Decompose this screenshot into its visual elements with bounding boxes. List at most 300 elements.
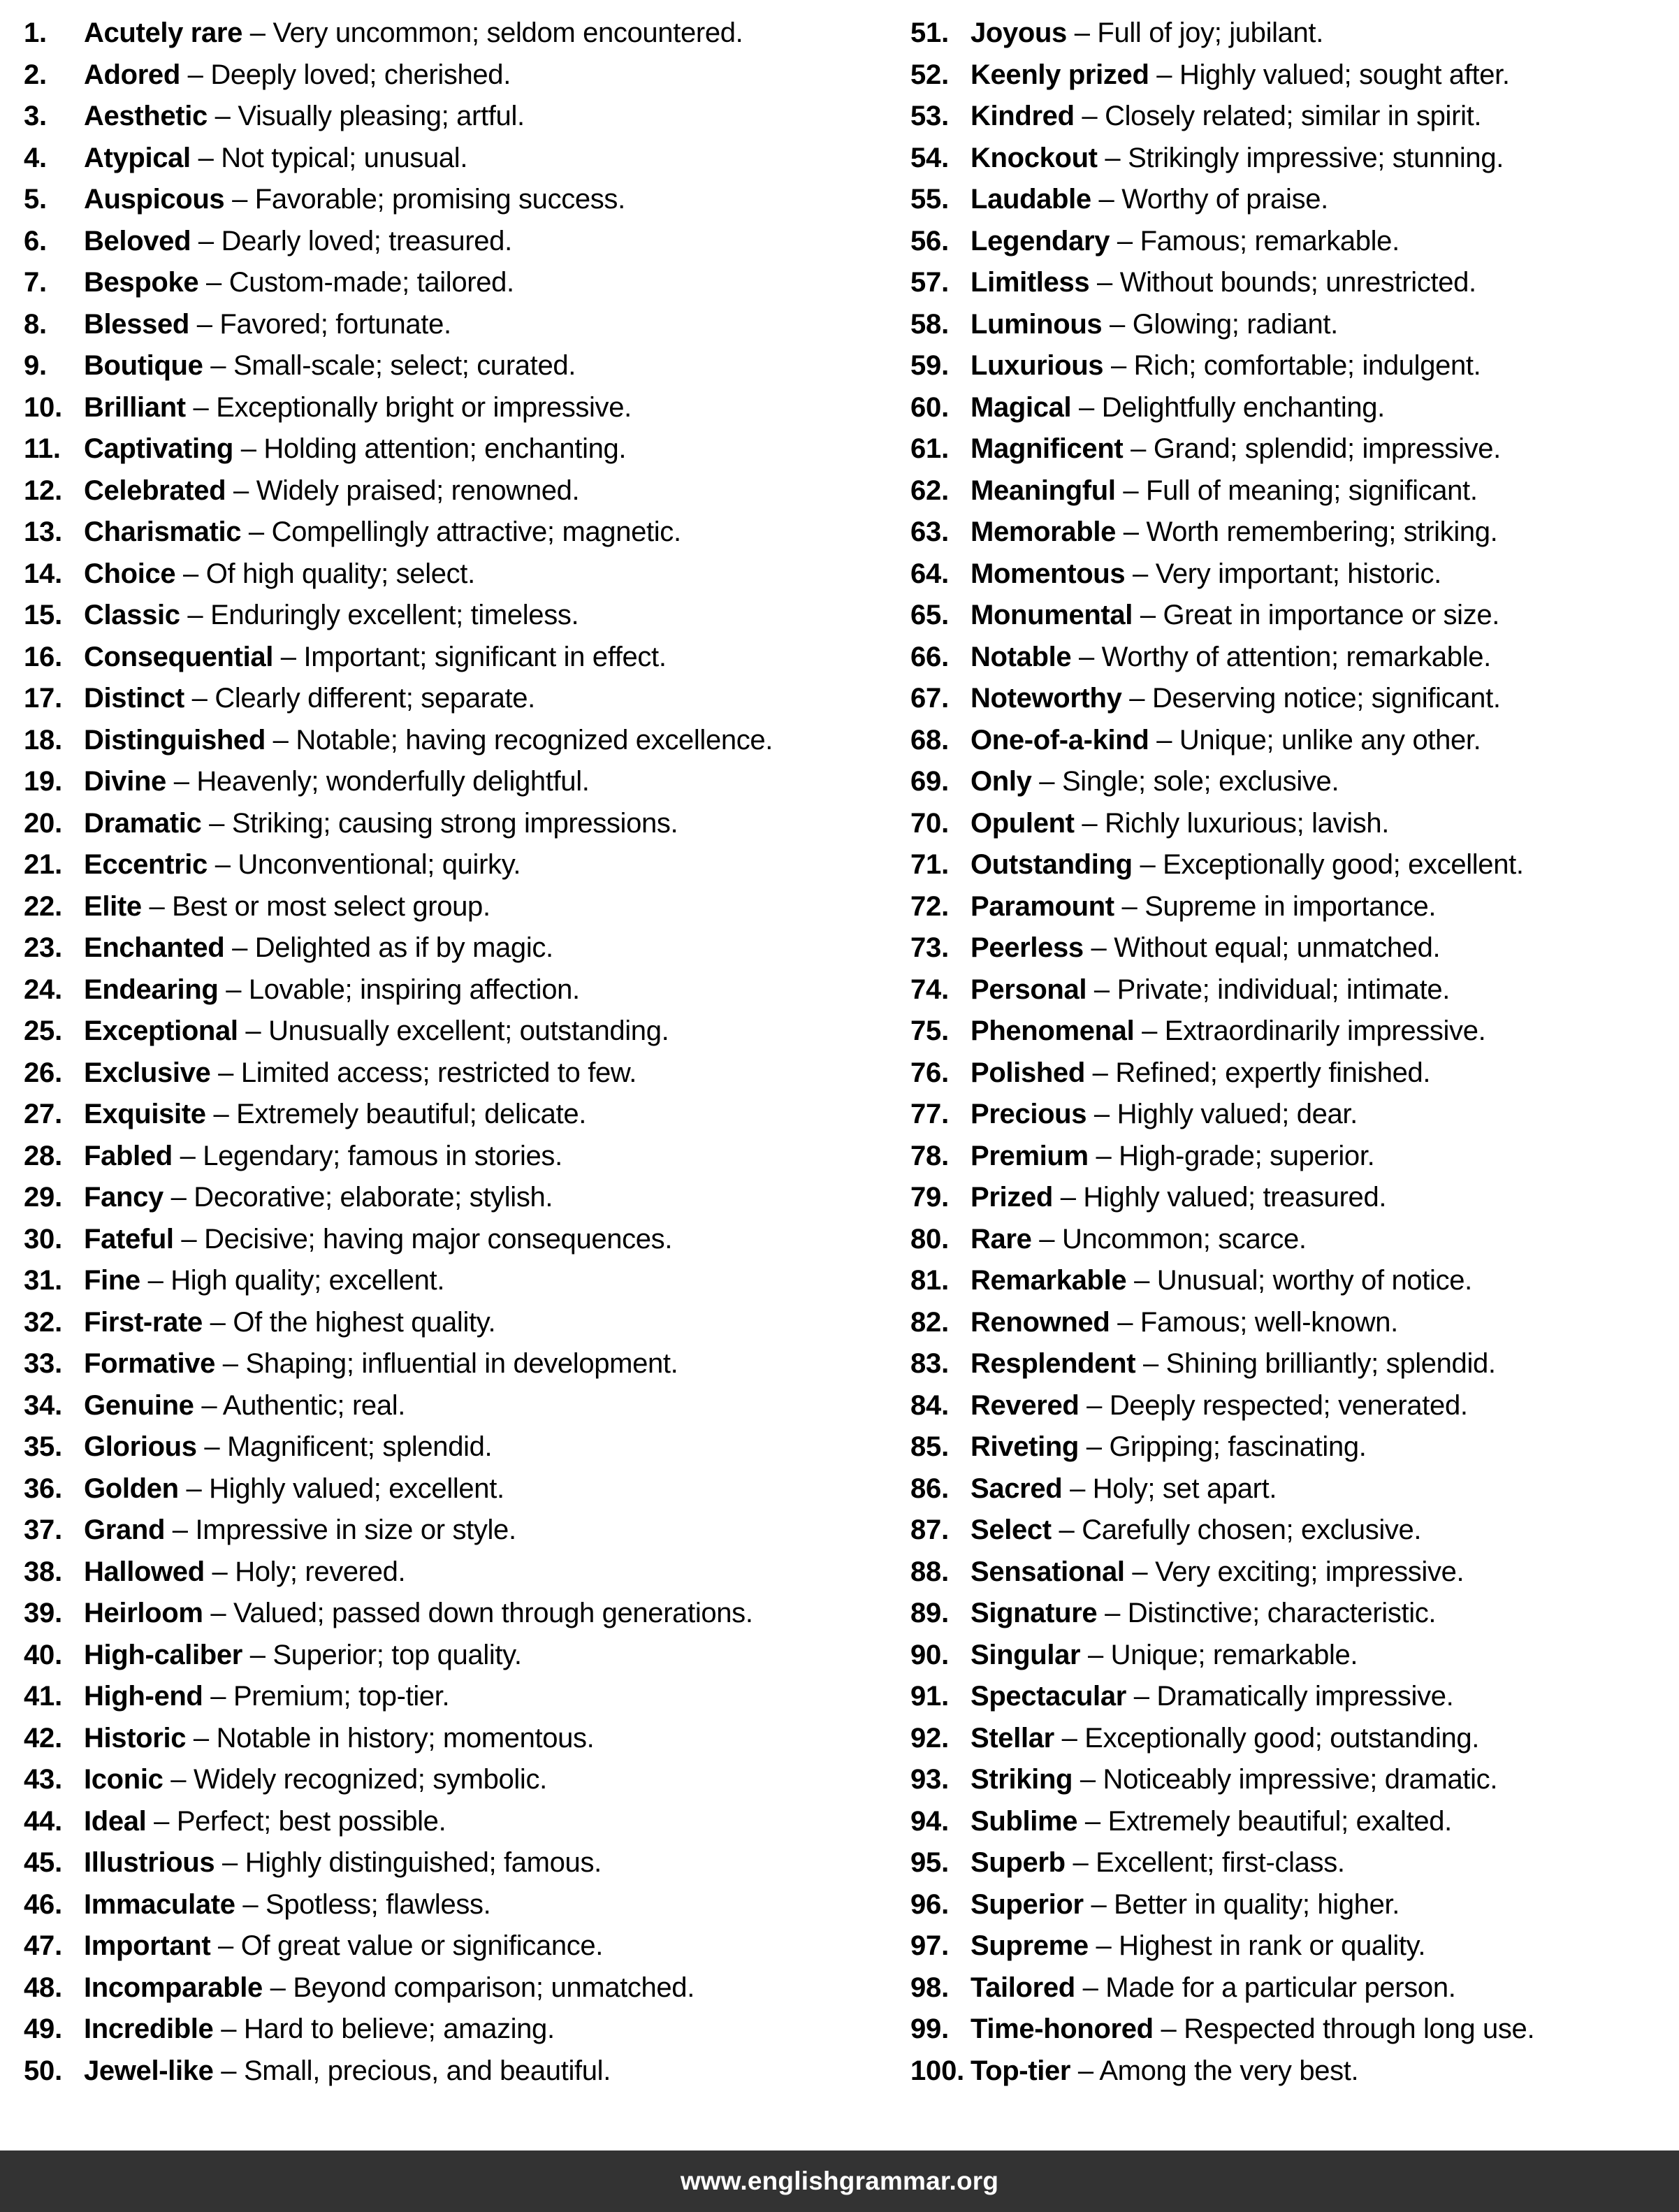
list-item-separator: – — [1124, 1556, 1156, 1587]
list-item-term: Luxurious — [971, 350, 1104, 381]
list-item-term: Top-tier — [971, 2055, 1071, 2086]
list-item — [910, 221, 1675, 263]
list-item-number: 21. — [24, 849, 63, 880]
list-item-term: Notable — [971, 641, 1072, 672]
list-item-term: Prized — [971, 1182, 1053, 1213]
list-item-number: 98. — [910, 1972, 950, 2003]
list-item — [910, 1302, 1675, 1344]
list-item-number: 54. — [910, 142, 950, 173]
list-item — [24, 927, 894, 969]
list-item-term: Limitless — [971, 267, 1090, 298]
list-item-definition: Extremely beautiful; exalted. — [1107, 1805, 1452, 1837]
list-item-separator: – — [186, 1722, 217, 1754]
list-item-definition: Notable in history; momentous. — [216, 1722, 595, 1754]
list-item-body — [971, 554, 1675, 595]
list-item-definition: Delighted as if by magic. — [254, 932, 553, 963]
list-item-definition: Rich; comfortable; indulgent. — [1133, 350, 1481, 381]
list-item-separator: – — [203, 1681, 233, 1712]
list-item-number: 56. — [910, 225, 950, 256]
list-item-definition: Shaping; influential in development. — [245, 1348, 678, 1379]
list-item-number: 77. — [910, 1099, 950, 1129]
list-item-term: Fancy — [84, 1182, 163, 1213]
list-item-definition: Famous; remarkable. — [1140, 225, 1400, 256]
list-item-term: Magnificent — [971, 433, 1124, 464]
list-item — [910, 1385, 1675, 1427]
list-item-number: 84. — [910, 1389, 950, 1421]
list-item-term: Exceptional — [84, 1015, 238, 1046]
list-item-separator: – — [203, 350, 233, 381]
list-item-body — [84, 512, 894, 554]
list-item-definition: Deeply loved; cherished. — [210, 59, 511, 90]
list-item-term: High-end — [84, 1681, 203, 1712]
list-item-body — [84, 595, 894, 637]
list-item-definition: Supreme in importance. — [1144, 890, 1437, 922]
list-item-separator: – — [1077, 1805, 1108, 1837]
list-item-body — [971, 1510, 1675, 1552]
list-item-body — [84, 179, 894, 221]
list-item-separator: – — [1126, 1681, 1157, 1712]
list-item-number: 42. — [24, 1722, 63, 1754]
list-item-separator: – — [242, 17, 273, 48]
list-item-term: Dramatic — [84, 807, 202, 839]
list-item-definition: Spotless; flawless. — [266, 1888, 491, 1920]
list-item-term: Sublime — [971, 1805, 1078, 1837]
list-item-term: Superior — [971, 1888, 1084, 1920]
list-item-separator: – — [1115, 475, 1147, 506]
list-item-term: Laudable — [971, 184, 1091, 215]
list-item-separator: – — [224, 932, 255, 963]
list-item-term: Incredible — [84, 2014, 214, 2044]
list-item-separator: – — [1132, 849, 1163, 880]
list-item-separator: – — [1070, 2055, 1100, 2086]
list-item — [24, 1177, 894, 1219]
list-item — [24, 969, 894, 1011]
list-item-body — [84, 55, 894, 96]
list-item-definition: Visually pleasing; artful. — [238, 101, 525, 131]
list-item-body — [971, 1302, 1675, 1344]
list-item-definition: Worthy of praise. — [1121, 184, 1328, 215]
list-item-separator: – — [1054, 1722, 1085, 1754]
list-item-number: 38. — [24, 1556, 63, 1587]
list-item-separator: – — [1088, 1930, 1119, 1961]
list-item — [910, 969, 1675, 1011]
list-item-separator: – — [242, 1639, 273, 1670]
list-item-term: Auspicous — [84, 184, 225, 215]
list-item-number: 65. — [910, 600, 950, 630]
list-item-number: 45. — [24, 1847, 63, 1878]
list-item-term: Stellar — [971, 1722, 1054, 1754]
list-item-definition: Extremely beautiful; delicate. — [236, 1099, 586, 1129]
list-item-term: Jewel-like — [84, 2055, 214, 2086]
list-item-body — [971, 262, 1675, 304]
list-item-separator: – — [146, 1805, 177, 1837]
list-item-definition: Closely related; similar in spirit. — [1105, 101, 1482, 131]
list-item-definition: Decorative; elaborate; stylish. — [194, 1182, 553, 1213]
list-item — [910, 1884, 1675, 1926]
list-item — [910, 304, 1675, 346]
list-item-body — [84, 96, 894, 138]
list-item-number: 75. — [910, 1015, 950, 1046]
list-item-definition: Highly valued; dear. — [1117, 1099, 1358, 1129]
list-item-body — [971, 1385, 1675, 1427]
list-item-body — [971, 1842, 1675, 1884]
list-item-term: Exquisite — [84, 1099, 206, 1129]
list-item-separator: – — [1031, 1223, 1062, 1255]
list-item-separator: – — [1091, 184, 1122, 215]
right-column — [898, 13, 1679, 2092]
list-item — [24, 844, 894, 886]
list-item-separator: – — [1031, 766, 1062, 797]
list-item-body — [971, 2009, 1675, 2051]
list-item-term: Outstanding — [971, 849, 1133, 880]
list-item-definition: Not typical; unusual. — [221, 142, 468, 173]
list-item-definition: Extraordinarily impressive. — [1164, 1015, 1486, 1046]
list-item-term: Phenomenal — [971, 1015, 1135, 1046]
list-item-term: Knockout — [971, 142, 1098, 173]
list-item-definition: Hard to believe; amazing. — [243, 2014, 555, 2044]
list-item-term: Beloved — [84, 225, 191, 256]
list-item-number: 48. — [24, 1972, 63, 2003]
list-item-number: 67. — [910, 683, 950, 714]
list-item — [910, 262, 1675, 304]
list-item — [910, 387, 1675, 429]
list-item-definition: Very exciting; impressive. — [1155, 1556, 1464, 1587]
list-item-number: 44. — [24, 1805, 63, 1837]
list-item-separator: – — [1071, 641, 1102, 672]
list-item-definition: Strikingly impressive; stunning. — [1128, 142, 1504, 173]
list-item-definition: Deeply respected; venerated. — [1109, 1389, 1468, 1421]
list-item-definition: Limited access; restricted to few. — [240, 1057, 637, 1088]
list-item-term: Divine — [84, 766, 166, 797]
list-item-number: 4. — [24, 142, 47, 173]
list-item-definition: Best or most select group. — [172, 890, 490, 922]
list-item-body — [971, 1177, 1675, 1219]
list-item-number: 27. — [24, 1099, 63, 1129]
list-item-number: 58. — [910, 308, 950, 340]
list-item-body — [971, 886, 1675, 928]
list-item-term: Aesthetic — [84, 101, 208, 131]
list-item-definition: Holy; revered. — [235, 1556, 406, 1587]
list-item-body — [84, 1593, 894, 1635]
list-item-number: 43. — [24, 1764, 63, 1795]
list-item-definition: Gripping; fascinating. — [1109, 1431, 1367, 1462]
list-item-definition: Important; significant in effect. — [303, 641, 667, 672]
list-item-body — [971, 761, 1675, 803]
list-item-number: 92. — [910, 1722, 950, 1754]
list-item-term: Paramount — [971, 890, 1114, 922]
list-item-separator: – — [1052, 1182, 1084, 1213]
list-item-separator: – — [1133, 600, 1163, 630]
list-item-term: Important — [84, 1930, 211, 1961]
list-item-separator: – — [224, 184, 255, 215]
list-item-term: Polished — [971, 1057, 1085, 1088]
list-item-separator: – — [1089, 267, 1120, 298]
list-item-body — [971, 637, 1675, 679]
list-item-body — [971, 803, 1675, 845]
list-item-definition: Favorable; promising success. — [254, 184, 625, 215]
list-item-separator: – — [1097, 142, 1128, 173]
list-item-separator: – — [191, 225, 221, 256]
list-item-body — [84, 761, 894, 803]
list-item-body — [84, 1053, 894, 1094]
list-item — [24, 55, 894, 96]
list-item-separator: – — [207, 849, 238, 880]
list-item-term: Select — [971, 1515, 1052, 1545]
list-item-separator: – — [1071, 391, 1102, 423]
list-item-separator: – — [196, 1431, 228, 1462]
list-item — [910, 678, 1675, 720]
list-item-body — [971, 969, 1675, 1011]
list-item — [24, 2051, 894, 2092]
list-item-number: 85. — [910, 1431, 950, 1462]
list-item-body — [84, 637, 894, 679]
list-item — [910, 96, 1675, 138]
list-item — [910, 1260, 1675, 1302]
list-item-body — [971, 1468, 1675, 1510]
list-item-number: 73. — [910, 932, 950, 963]
list-item-term: First-rate — [84, 1306, 203, 1338]
list-item-body — [971, 512, 1675, 554]
list-item-number: 41. — [24, 1681, 63, 1712]
list-item-definition: Highly valued; sought after. — [1179, 59, 1510, 90]
list-item-term: Memorable — [971, 516, 1117, 547]
list-item-term: Captivating — [84, 433, 233, 464]
list-item-number: 34. — [24, 1389, 63, 1421]
list-item-body — [971, 55, 1675, 96]
list-item-term: Illustrious — [84, 1847, 215, 1878]
list-item — [910, 1925, 1675, 1967]
word-list-left — [24, 13, 894, 2092]
list-item-separator: – — [1083, 932, 1114, 963]
list-item-number: 99. — [910, 2014, 950, 2044]
list-item — [910, 1801, 1675, 1843]
list-item-term: Renowned — [971, 1306, 1110, 1338]
list-item-number: 29. — [24, 1182, 63, 1213]
list-item-number: 7. — [24, 267, 47, 298]
list-item-body — [971, 138, 1675, 180]
list-item-number: 53. — [910, 101, 950, 131]
list-item — [24, 1967, 894, 2009]
list-item-separator: – — [1086, 1099, 1117, 1129]
list-item-body — [84, 1635, 894, 1677]
list-item-body — [971, 595, 1675, 637]
list-item-definition: Enduringly excellent; timeless. — [210, 600, 579, 630]
list-item-number: 26. — [24, 1057, 63, 1088]
list-item — [24, 1842, 894, 1884]
list-item-definition: Magnificent; splendid. — [227, 1431, 493, 1462]
list-item-term: Keenly prized — [971, 59, 1149, 90]
list-item — [910, 55, 1675, 96]
list-item-separator: – — [1110, 225, 1140, 256]
list-item-body — [84, 470, 894, 512]
list-item-body — [971, 345, 1675, 387]
list-item-term: Luminous — [971, 308, 1103, 340]
list-item-definition: Clearly different; separate. — [215, 683, 535, 714]
list-item-term: Tailored — [971, 1972, 1075, 2003]
list-item-number: 22. — [24, 890, 63, 922]
list-item-number: 32. — [24, 1306, 63, 1338]
list-item-number: 89. — [910, 1598, 950, 1628]
list-item — [910, 1136, 1675, 1178]
list-item-separator: – — [1065, 1847, 1096, 1878]
list-item-separator: – — [189, 308, 220, 340]
list-item-number: 20. — [24, 807, 63, 839]
list-item-number: 81. — [910, 1265, 950, 1296]
list-item — [910, 470, 1675, 512]
list-item — [910, 13, 1675, 55]
list-item-definition: Unique; remarkable. — [1110, 1639, 1358, 1670]
list-item-number: 40. — [24, 1639, 63, 1670]
list-item-separator: – — [201, 807, 232, 839]
list-item-definition: Distinctive; characteristic. — [1127, 1598, 1437, 1628]
list-item-body — [84, 1302, 894, 1344]
list-item-body — [84, 927, 894, 969]
list-item-definition: Very important; historic. — [1155, 558, 1441, 589]
list-item — [910, 2009, 1675, 2051]
list-item-body — [971, 2051, 1675, 2092]
list-item-number: 14. — [24, 558, 63, 589]
list-item-body — [971, 1635, 1675, 1677]
list-item-term: Genuine — [84, 1389, 194, 1421]
list-item-number: 25. — [24, 1015, 63, 1046]
list-item — [910, 554, 1675, 595]
website-url[interactable]: www.englishgrammar.org — [680, 2167, 999, 2195]
list-item-definition: Private; individual; intimate. — [1117, 974, 1451, 1005]
list-item-separator: – — [1066, 17, 1098, 48]
list-item-separator: – — [198, 267, 229, 298]
list-item-definition: Notable; having recognized excellence. — [296, 724, 773, 756]
list-item-body — [971, 678, 1675, 720]
list-item-separator: – — [1074, 807, 1105, 839]
list-item-separator: – — [163, 1764, 194, 1795]
list-item — [910, 345, 1675, 387]
list-item-body — [84, 1884, 894, 1926]
list-item-body — [84, 138, 894, 180]
list-item-number: 16. — [24, 641, 63, 672]
list-item-term: Singular — [971, 1639, 1081, 1670]
list-item — [24, 1468, 894, 1510]
list-item-body — [971, 1094, 1675, 1136]
list-item-body — [84, 1011, 894, 1053]
list-item-number: 74. — [910, 974, 950, 1005]
list-item-separator: – — [1126, 1265, 1157, 1296]
list-item — [910, 1426, 1675, 1468]
list-item — [910, 1011, 1675, 1053]
list-item — [24, 1884, 894, 1926]
list-item-term: Distinguished — [84, 724, 266, 756]
list-item-separator: – — [262, 1972, 293, 2003]
list-item-body — [971, 1219, 1675, 1261]
list-item-definition: Richly luxurious; lavish. — [1105, 807, 1390, 839]
list-item — [24, 1635, 894, 1677]
list-item-number: 24. — [24, 974, 63, 1005]
list-item-term: Historic — [84, 1722, 187, 1754]
list-item — [24, 637, 894, 679]
list-item-body — [971, 179, 1675, 221]
list-item-separator: – — [233, 433, 264, 464]
list-item — [910, 1219, 1675, 1261]
list-item — [24, 1718, 894, 1760]
list-item-number: 19. — [24, 766, 63, 797]
list-item — [910, 886, 1675, 928]
list-item-number: 66. — [910, 641, 950, 672]
list-item-definition: Full of meaning; significant. — [1146, 475, 1478, 506]
list-item — [24, 1302, 894, 1344]
list-item-separator: – — [1062, 1473, 1093, 1504]
list-item-term: Heirloom — [84, 1598, 203, 1628]
list-item-number: 69. — [910, 766, 950, 797]
list-item-term: Enchanted — [84, 932, 225, 963]
list-item-definition: Highly valued; treasured. — [1083, 1182, 1387, 1213]
list-item-body — [84, 1718, 894, 1760]
list-item-body — [84, 1177, 894, 1219]
list-item-definition: Striking; causing strong impressions. — [231, 807, 678, 839]
list-item-body — [84, 1801, 894, 1843]
list-item-definition: Unusual; worthy of notice. — [1156, 1265, 1472, 1296]
list-item-separator: – — [1079, 1389, 1110, 1421]
list-item-body — [84, 803, 894, 845]
list-item-number: 87. — [910, 1515, 950, 1545]
list-item-body — [971, 1260, 1675, 1302]
list-item-body — [971, 927, 1675, 969]
list-item — [24, 345, 894, 387]
list-item-definition: Highly distinguished; famous. — [245, 1847, 602, 1878]
list-item-definition: Exceptionally good; excellent. — [1163, 849, 1524, 880]
list-item-separator: – — [213, 2055, 244, 2086]
list-item-number: 59. — [910, 350, 950, 381]
list-item — [910, 1593, 1675, 1635]
list-item-separator: – — [166, 766, 197, 797]
list-item-separator: – — [180, 600, 211, 630]
list-item-separator: – — [194, 1389, 223, 1421]
list-item-body — [971, 1801, 1675, 1843]
list-item-number: 55. — [910, 184, 950, 215]
list-item-separator: – — [1123, 433, 1154, 464]
list-item-term: Fateful — [84, 1223, 174, 1255]
list-item-term: Exclusive — [84, 1057, 211, 1088]
list-item-term: Legendary — [971, 225, 1110, 256]
list-item — [910, 1718, 1675, 1760]
list-item-definition: Highly valued; excellent. — [209, 1473, 504, 1504]
list-item — [24, 678, 894, 720]
list-item-number: 36. — [24, 1473, 63, 1504]
list-item-definition: Refined; expertly finished. — [1115, 1057, 1431, 1088]
list-item-separator: – — [1114, 890, 1145, 922]
list-item-number: 78. — [910, 1140, 950, 1171]
list-item-term: Incomparable — [84, 1972, 263, 2003]
list-item-term: Revered — [971, 1389, 1080, 1421]
list-item — [910, 761, 1675, 803]
list-item-number: 64. — [910, 558, 950, 589]
list-item-term: Endearing — [84, 974, 219, 1005]
list-item — [910, 595, 1675, 637]
list-item-number: 1. — [24, 17, 47, 48]
list-item-number: 61. — [910, 433, 950, 464]
list-item-separator: – — [203, 1598, 233, 1628]
list-item — [24, 1426, 894, 1468]
list-item — [910, 2051, 1675, 2092]
list-item-term: Brilliant — [84, 391, 186, 423]
list-item-separator: – — [215, 1847, 245, 1878]
list-item-definition: Famous; well-known. — [1140, 1306, 1398, 1338]
list-item — [910, 1842, 1675, 1884]
list-item-term: Precious — [971, 1099, 1087, 1129]
list-item-number: 52. — [910, 59, 950, 90]
list-item-body — [971, 13, 1675, 55]
list-item-body — [84, 1094, 894, 1136]
list-item-definition: Without bounds; unrestricted. — [1119, 267, 1476, 298]
list-item-term: Spectacular — [971, 1681, 1126, 1712]
